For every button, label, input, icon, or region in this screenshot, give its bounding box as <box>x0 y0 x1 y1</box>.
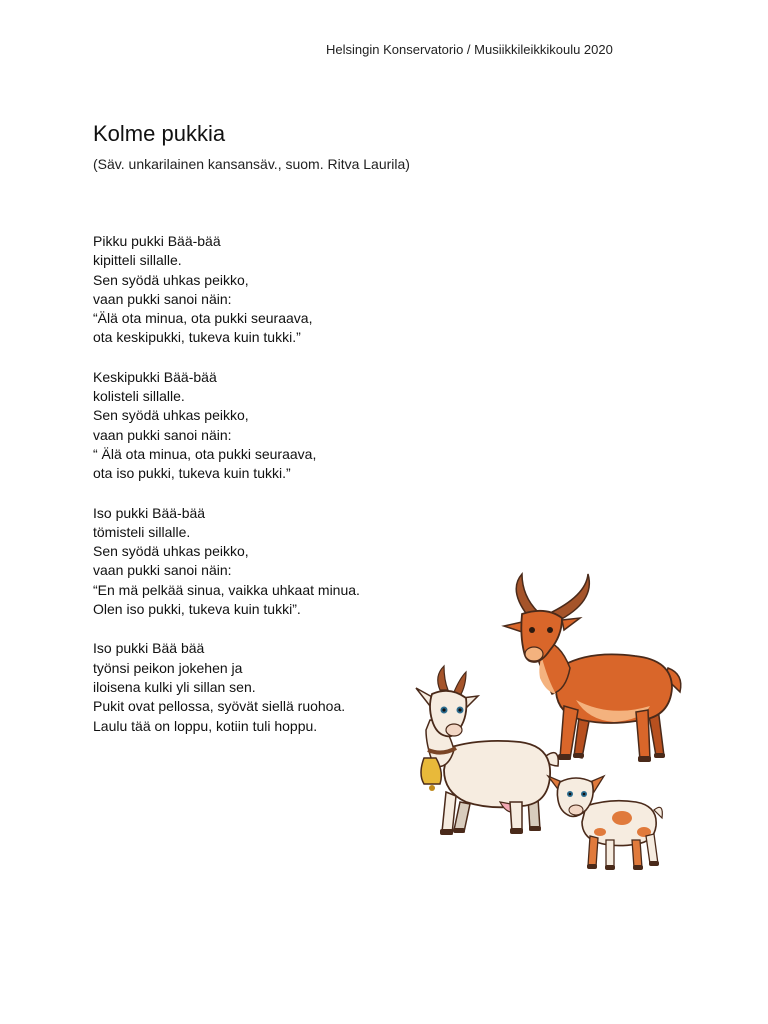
lyric-line: “Älä ota minua, ota pukki seuraava, <box>93 310 313 327</box>
lyric-line: Sen syödä uhkas peikko, <box>93 543 249 560</box>
lyric-line: Pikku pukki Bää-bää <box>93 233 221 249</box>
lyric-line: “En mä pelkää sinua, vaikka uhkaat minua. <box>93 581 360 598</box>
lyrics <box>93 232 423 756</box>
lyric-line: Laulu tää on loppu, kotiin tuli hoppu. <box>93 717 318 734</box>
lyric-line: vaan pukki sanoi näin: <box>93 426 232 443</box>
lyric-line: “ Älä ota minua, ota pukki seuraava, <box>93 445 317 462</box>
lyric-line: vaan pukki sanoi näin: <box>93 290 232 307</box>
white-goat-with-bell <box>416 666 558 835</box>
lyric-line: Sen syödä uhkas peikko, <box>93 271 249 288</box>
lyric-line: tömisteli sillalle. <box>93 523 191 540</box>
verse-3 <box>93 504 423 620</box>
lyric-line: Pukit ovat pellossa, syövät siellä ruohoa. <box>93 698 346 715</box>
verse-4 <box>93 639 423 735</box>
verse-1 <box>93 232 423 348</box>
lyric-line: kipitteli sillalle. <box>93 252 182 269</box>
header-institution: Helsingin Konservatorio / Musiikkileikkikoulu 2020 <box>326 42 613 57</box>
lyric-line: Keskipukki Bää-bää <box>93 368 217 385</box>
lyric-line: iloisena kulki yli sillan sen. <box>93 678 256 695</box>
big-orange-goat <box>504 574 681 762</box>
goats-illustration <box>410 570 690 880</box>
lyric-line: työnsi peikon jokehen ja <box>93 659 243 676</box>
song-credits: (Säv. unkarilainen kansansäv., suom. Ritva Laurila) <box>93 156 410 172</box>
lyric-line: vaan pukki sanoi näin: <box>93 562 232 579</box>
lyric-line: kolisteli sillalle. <box>93 388 185 405</box>
small-spotted-kid <box>548 776 662 870</box>
lyric-line: Olen iso pukki, tukeva kuin tukki”. <box>93 601 301 618</box>
page-title: Kolme pukkia <box>93 121 226 146</box>
verse-2 <box>93 368 423 484</box>
lyric-line: Iso pukki Bää-bää <box>93 504 206 521</box>
lyric-line: Iso pukki Bää bää <box>93 640 205 657</box>
lyric-line: Sen syödä uhkas peikko, <box>93 407 249 424</box>
lyric-line: ota iso pukki, tukeva kuin tukki.” <box>93 465 291 482</box>
lyric-line: ota keskipukki, tukeva kuin tukki.” <box>93 329 301 346</box>
